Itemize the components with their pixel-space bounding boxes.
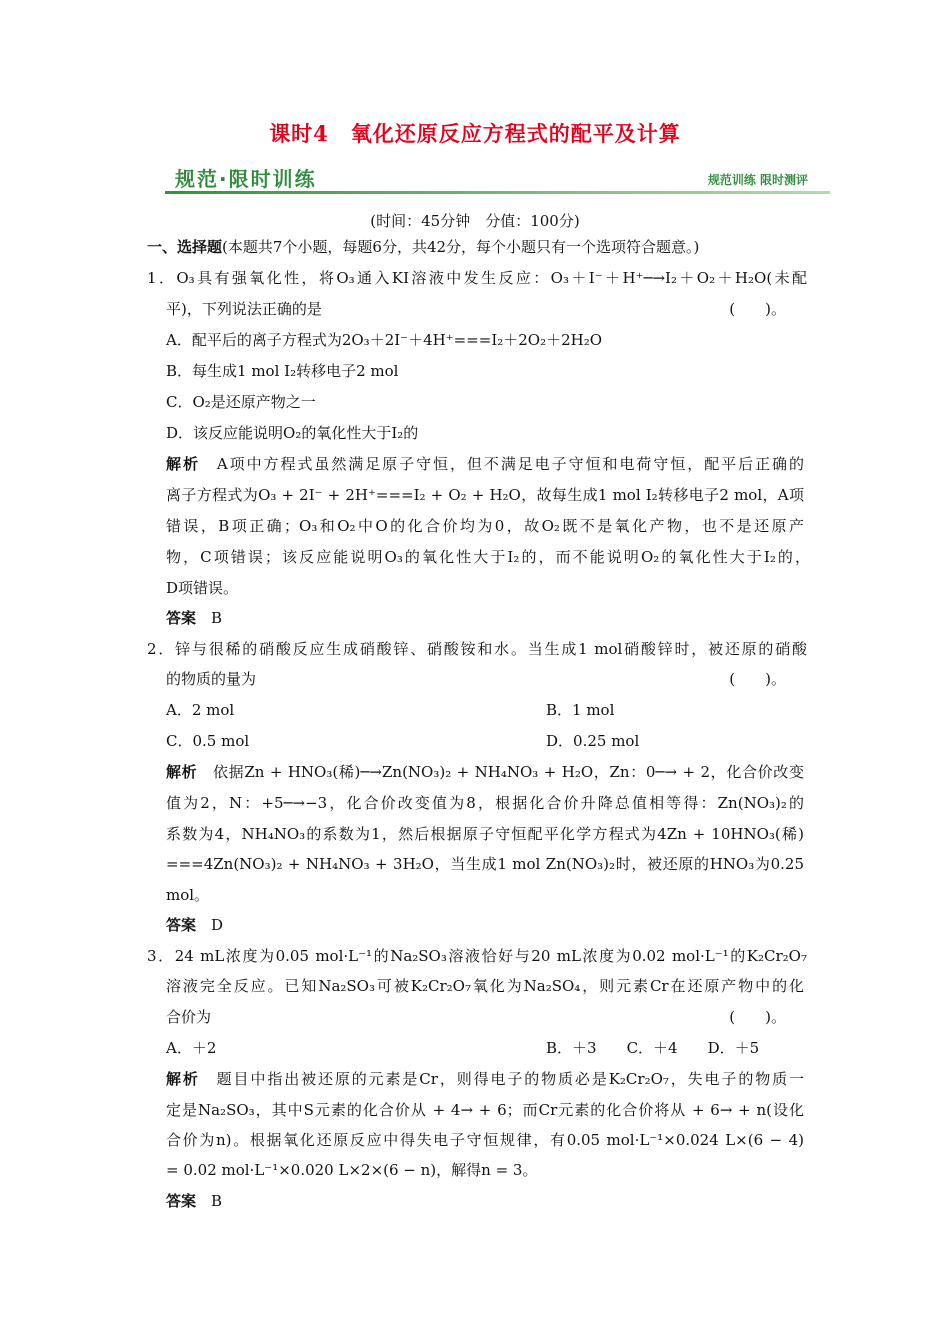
q3-option-a: A．＋2 [166,1039,217,1057]
q3-stem-line3 [166,1007,786,1027]
q1-answer [166,608,222,628]
q3-answer-value: B [211,1192,223,1210]
q2-analysis-line3: 系数为4，NH₄NO₃的系数为1，然后根据原子守恒配平化学方程式为4Zn + 10HNO₃(稀) [166,825,804,843]
page-title: 课时4 氧化还原反应方程式的配平及计算 [269,121,681,146]
q3-stem-text: 合价为 [166,1008,212,1026]
q3-options-bcd: B．＋3 C．＋4 D．＋5 [546,1039,760,1057]
q1-answer-label: 答案 [166,609,197,627]
q3-answer [166,1191,222,1211]
q2-analysis-line2: 值为2，N：+5─→−3，化合价改变值为8，根据化合价升降总值相等得：Zn(NO₃)₂的 [166,794,804,812]
section-label: 一、选择题 [147,238,223,256]
q2-analysis-line1: 解析 依据Zn + HNO₃(稀)─→Zn(NO₃)₂ + NH₄NO₃ + H₂O，Zn：0─→ + 2，化合价改变 [166,763,804,781]
section-heading [147,237,699,257]
section-desc: (本题共7个小题，每题6分，共42分，每个小题只有一个选项符合题意。) [222,238,700,256]
q1-option-b: B．每生成1 mol I₂转移电子2 mol [166,362,399,380]
q1-answer-paren: ( )。 [729,300,786,318]
q1-analysis-line4: 物，C项错误；该反应能说明O₃的氧化性大于I₂的，而不能说明O₂的氧化性大于I₂的， [166,548,810,566]
q2-analysis-line4: ===4Zn(NO₃)₂ + NH₄NO₃ + 3H₂O，当生成1 mol Zn(NO₃)₂时，被还原的HNO₃为0.25 [166,855,804,873]
q1-option-c: C．O₂是还原产物之一 [166,393,316,411]
q1-analysis-line5: D项错误。 [166,579,239,597]
q3-analysis-line4: = 0.02 mol·L⁻¹×0.020 L×2×(6 − n)，解得n = 3。 [166,1161,538,1179]
q2-option-b: B．1 mol [546,701,615,719]
q1-stem-line1: 1．O₃具有强氧化性，将O₃通入KI溶液中发生反应：O₃＋I⁻＋H⁺─→I₂＋O₂＋H₂O(未配 [147,269,807,287]
q2-stem-line2 [166,669,786,689]
q1-option-a: A．配平后的离子方程式为2O₃＋2I⁻＋4H⁺===I₂＋2O₂＋2H₂O [166,331,603,349]
q1-analysis-label: 解析 [166,455,200,473]
section-banner [165,161,830,195]
q1-analysis-line1: 解析 A项中方程式虽然满足原子守恒，但不满足电子守恒和电荷守恒，配平后正确的 [166,455,804,473]
banner-left-label: 规范·限时训练 [175,167,317,191]
q2-option-a: A．2 mol [166,701,235,719]
banner-right-label: 规范训练 限时测评 [707,173,808,187]
q3-answer-paren: ( )。 [729,1008,786,1026]
q2-answer-value: D [211,916,224,934]
q2-stem-line1: 2．锌与很稀的硝酸反应生成硝酸锌、硝酸铵和水。当生成1 mol硝酸锌时，被还原的硝酸 [147,640,807,658]
q1-answer-value: B [211,609,223,627]
q3-analysis-line2: 定是Na₂SO₃，其中S元素的化合价从 + 4→ + 6；而Cr元素的化合价将从 + 6→ + n(设化 [166,1101,804,1119]
q2-analysis-label: 解析 [166,763,198,781]
q2-answer-label: 答案 [166,916,197,934]
q2-option-d: D．0.25 mol [546,732,640,750]
q3-analysis-line3: 合价为n)。根据氧化还原反应中得失电子守恒规律，有0.05 mol·L⁻¹×0.024 L×(6 − 4) [166,1131,804,1149]
q2-answer [166,915,223,935]
q3-analysis-label: 解析 [166,1070,200,1088]
q1-option-d: D．该反应能说明O₂的氧化性大于I₂的 [166,424,419,442]
q1-analysis-line3: 错误，B项正确；O₃和O₂中O的化合价均为0，故O₂既不是氧化产物，也不是还原产 [166,517,804,535]
banner-divider [165,191,830,194]
q3-stem-line1: 3．24 mL浓度为0.05 mol·L⁻¹的Na₂SO₃溶液恰好与20 mL浓度为0.02 mol·L⁻¹的K₂Cr₂O₇ [147,947,807,965]
q2-stem-text: 的物质的量为 [166,670,257,688]
q3-analysis-line1: 解析 题目中指出被还原的元素是Cr，则得电子的物质必是K₂Cr₂O₇，失电子的物质一 [166,1070,804,1088]
q2-analysis-line5: mol。 [166,886,210,904]
q2-answer-paren: ( )。 [729,670,786,688]
q1-analysis-line2: 离子方程式为O₃ + 2I⁻ + 2H⁺===I₂ + O₂ + H₂O，故每生成1 mol I₂转移电子2 mol，A项 [166,486,804,504]
q1-stem-line2 [166,299,786,319]
q3-answer-label: 答案 [166,1192,197,1210]
q1-stem-text: 平)，下列说法正确的是 [166,300,322,318]
q3-stem-line2: 溶液完全反应。已知Na₂SO₃可被K₂Cr₂O₇氧化为Na₂SO₄，则元素Cr在还原产物中的化 [166,977,804,995]
time-info: (时间：45分钟 分值：100分) [370,212,580,230]
q2-option-c: C．0.5 mol [166,732,250,750]
